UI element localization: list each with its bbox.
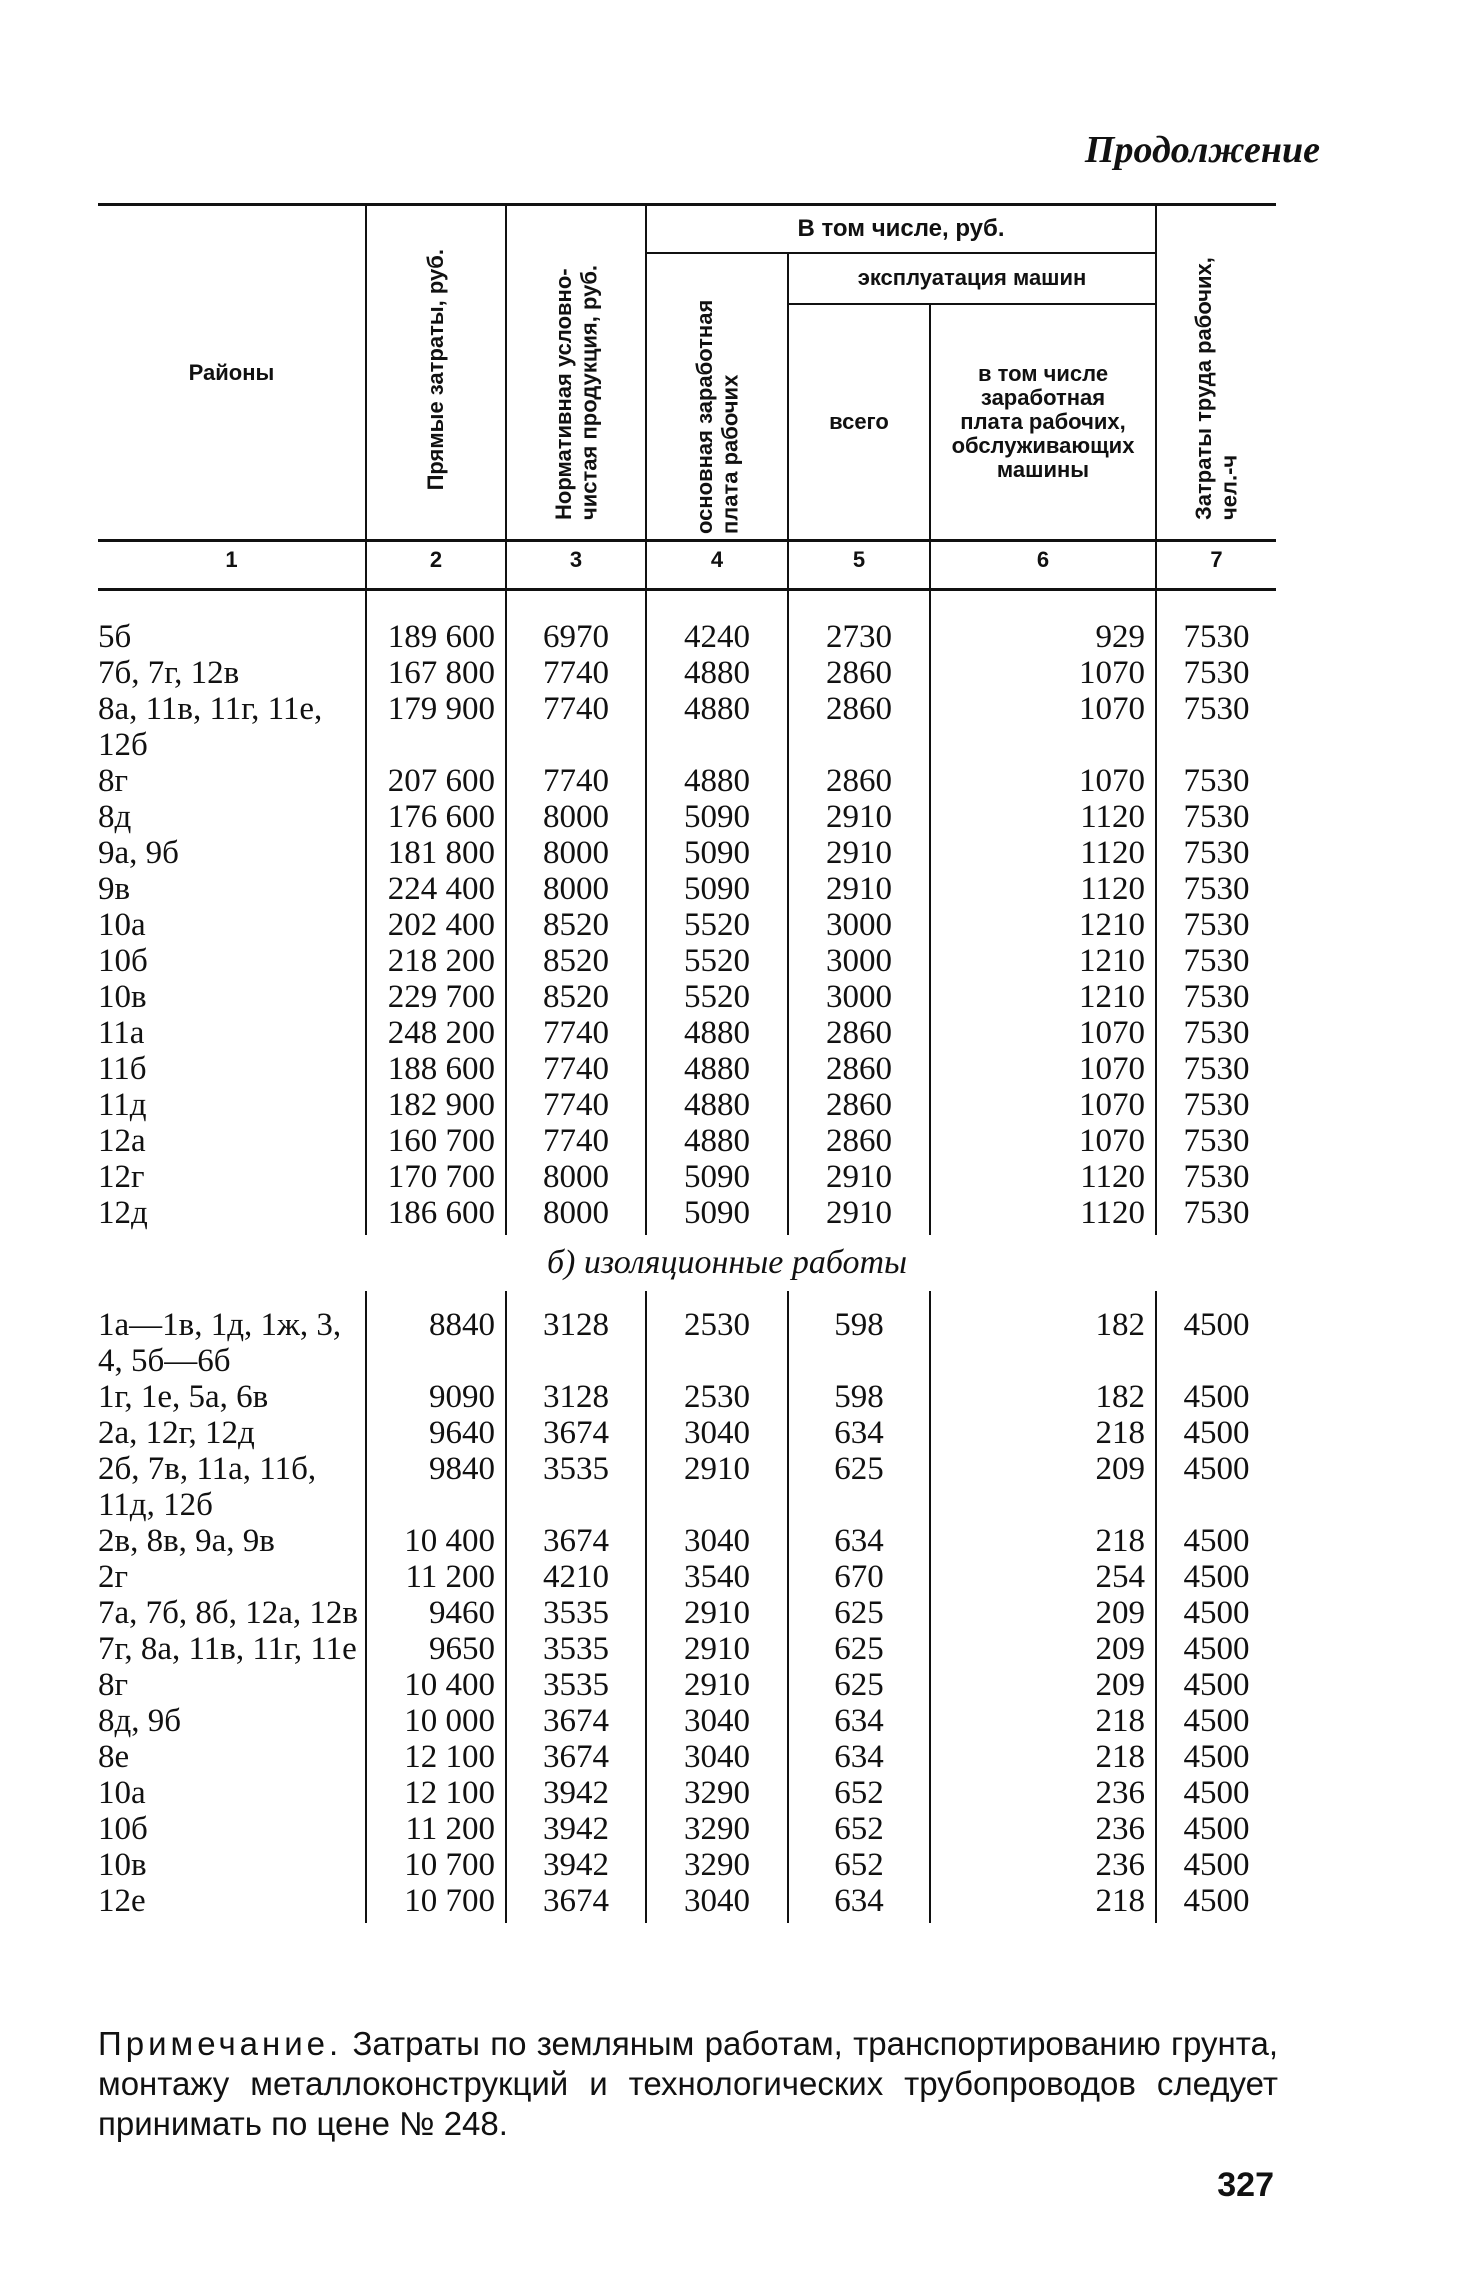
value-cell: 236 <box>930 1775 1156 1811</box>
value-cell: 1120 <box>930 1159 1156 1195</box>
value-cell: 176 600 <box>366 799 506 835</box>
value-cell: 3674 <box>506 1703 646 1739</box>
region-cell: 9а, 9б <box>98 835 179 872</box>
value-cell: 7740 <box>506 655 646 691</box>
table-row <box>98 1415 1276 1451</box>
value-cell: 5090 <box>646 799 788 835</box>
table-row <box>98 1847 1276 1883</box>
value-cell: 3040 <box>646 1739 788 1775</box>
value-cell: 625 <box>788 1451 930 1523</box>
header-base-wage: основная заработная плата рабочих <box>646 253 788 541</box>
section-b-title: б) изоляционные работы <box>546 1244 908 1282</box>
value-cell: 186 600 <box>366 1195 506 1235</box>
table-row <box>98 1739 1276 1775</box>
value-cell: 218 <box>930 1739 1156 1775</box>
col-number: 6 <box>930 541 1156 590</box>
value-cell: 4500 <box>1156 1847 1276 1883</box>
value-cell: 4500 <box>1156 1415 1276 1451</box>
region-cell: 9в <box>98 871 131 908</box>
value-cell: 218 <box>930 1415 1156 1451</box>
value-cell: 5090 <box>646 835 788 871</box>
value-cell: 10 700 <box>366 1883 506 1923</box>
region-cell: 10в <box>98 1847 147 1884</box>
value-cell: 634 <box>788 1415 930 1451</box>
table-row <box>98 871 1276 907</box>
value-cell: 10 000 <box>366 1703 506 1739</box>
value-cell: 5520 <box>646 907 788 943</box>
col-number: 7 <box>1156 541 1276 590</box>
value-cell: 5520 <box>646 979 788 1015</box>
value-cell: 8000 <box>506 871 646 907</box>
value-cell: 4500 <box>1156 1775 1276 1811</box>
value-cell: 2910 <box>788 1159 930 1195</box>
header-incl-wage: в том числе заработная плата рабочих, обслуживающих машины <box>930 304 1156 541</box>
col-number: 1 <box>98 541 366 590</box>
value-cell: 189 600 <box>366 619 506 655</box>
value-cell: 2910 <box>788 799 930 835</box>
value-cell: 209 <box>930 1451 1156 1523</box>
value-cell: 4240 <box>646 619 788 655</box>
value-cell: 182 <box>930 1307 1156 1379</box>
value-cell: 7530 <box>1156 1123 1276 1159</box>
value-cell: 8520 <box>506 979 646 1015</box>
value-cell: 670 <box>788 1559 930 1595</box>
value-cell: 10 700 <box>366 1847 506 1883</box>
region-cell: 11б <box>98 1051 147 1088</box>
value-cell: 929 <box>930 619 1156 655</box>
value-cell: 7530 <box>1156 619 1276 655</box>
value-cell: 7530 <box>1156 1195 1276 1235</box>
value-cell: 167 800 <box>366 655 506 691</box>
value-cell: 7740 <box>506 763 646 799</box>
value-cell: 3535 <box>506 1595 646 1631</box>
value-cell: 7530 <box>1156 979 1276 1015</box>
col-number: 3 <box>506 541 646 590</box>
table-row <box>98 1631 1276 1667</box>
value-cell: 9090 <box>366 1379 506 1415</box>
value-cell: 4500 <box>1156 1379 1276 1415</box>
region-cell: 7а, 7б, 8б, 12а, 12в <box>98 1595 358 1632</box>
region-cell: 12а <box>98 1123 146 1160</box>
value-cell: 3674 <box>506 1415 646 1451</box>
region-cell: 7б, 7г, 12в <box>98 655 240 692</box>
col-number: 2 <box>366 541 506 590</box>
value-cell: 4500 <box>1156 1559 1276 1595</box>
value-cell: 3674 <box>506 1883 646 1923</box>
value-cell: 218 <box>930 1523 1156 1559</box>
value-cell: 1070 <box>930 1051 1156 1087</box>
value-cell: 6970 <box>506 619 646 655</box>
header-regions: Районы <box>98 205 366 541</box>
table-row <box>98 1667 1276 1703</box>
value-cell: 4500 <box>1156 1811 1276 1847</box>
page-number: 327 <box>1217 2166 1274 2204</box>
note-text: Затраты по земляным работам, транспортированию грунта, монтажу металлоконструкций и технологических трубопроводов следует принимать по цене № 248. <box>98 2025 1278 2142</box>
value-cell: 9840 <box>366 1451 506 1523</box>
value-cell: 3674 <box>506 1739 646 1775</box>
region-cell: 8г <box>98 1667 129 1704</box>
value-cell: 2860 <box>788 655 930 691</box>
table-row <box>98 1087 1276 1123</box>
table-row <box>98 835 1276 871</box>
value-cell: 1070 <box>930 1015 1156 1051</box>
value-cell: 634 <box>788 1739 930 1775</box>
table-row <box>98 691 1276 763</box>
value-cell: 4500 <box>1156 1595 1276 1631</box>
value-cell: 4880 <box>646 1087 788 1123</box>
cost-table <box>98 203 1276 1923</box>
region-cell: 11д <box>98 1087 147 1124</box>
table-row <box>98 1703 1276 1739</box>
value-cell: 3942 <box>506 1847 646 1883</box>
value-cell: 625 <box>788 1595 930 1631</box>
value-cell: 12 100 <box>366 1775 506 1811</box>
value-cell: 1210 <box>930 979 1156 1015</box>
value-cell: 182 <box>930 1379 1156 1415</box>
value-cell: 3540 <box>646 1559 788 1595</box>
value-cell: 8520 <box>506 907 646 943</box>
table-row <box>98 1379 1276 1415</box>
region-cell: 1г, 1е, 5а, 6в <box>98 1379 269 1416</box>
value-cell: 2860 <box>788 691 930 763</box>
table-row <box>98 1811 1276 1847</box>
table-row <box>98 1523 1276 1559</box>
value-cell: 2910 <box>646 1595 788 1631</box>
value-cell: 652 <box>788 1775 930 1811</box>
value-cell: 598 <box>788 1379 930 1415</box>
value-cell: 1120 <box>930 799 1156 835</box>
value-cell: 248 200 <box>366 1015 506 1051</box>
value-cell: 7530 <box>1156 799 1276 835</box>
value-cell: 634 <box>788 1523 930 1559</box>
value-cell: 634 <box>788 1703 930 1739</box>
value-cell: 4880 <box>646 691 788 763</box>
value-cell: 181 800 <box>366 835 506 871</box>
value-cell: 4880 <box>646 1051 788 1087</box>
value-cell: 4500 <box>1156 1631 1276 1667</box>
region-cell: 8г <box>98 763 129 800</box>
value-cell: 7530 <box>1156 835 1276 871</box>
value-cell: 7530 <box>1156 1087 1276 1123</box>
value-cell: 3040 <box>646 1415 788 1451</box>
table-row <box>98 799 1276 835</box>
value-cell: 254 <box>930 1559 1156 1595</box>
value-cell: 160 700 <box>366 1123 506 1159</box>
region-cell: 10а <box>98 1775 146 1812</box>
value-cell: 179 900 <box>366 691 506 763</box>
value-cell: 4880 <box>646 1015 788 1051</box>
value-cell: 7530 <box>1156 1159 1276 1195</box>
value-cell: 7530 <box>1156 1015 1276 1051</box>
value-cell: 3942 <box>506 1775 646 1811</box>
value-cell: 4500 <box>1156 1451 1276 1523</box>
region-cell: 10в <box>98 979 147 1016</box>
table-row <box>98 1015 1276 1051</box>
value-cell: 3942 <box>506 1811 646 1847</box>
value-cell: 2860 <box>788 1015 930 1051</box>
continuation-label: Продолжение <box>1084 129 1320 171</box>
value-cell: 5090 <box>646 1195 788 1235</box>
region-cell: 8д <box>98 799 132 836</box>
table-row <box>98 1159 1276 1195</box>
value-cell: 7740 <box>506 1015 646 1051</box>
value-cell: 1210 <box>930 943 1156 979</box>
value-cell: 9460 <box>366 1595 506 1631</box>
region-cell: 2а, 12г, 12д <box>98 1415 255 1452</box>
value-cell: 1120 <box>930 1195 1156 1235</box>
value-cell: 7530 <box>1156 691 1276 763</box>
table-row <box>98 1195 1276 1235</box>
value-cell: 625 <box>788 1667 930 1703</box>
note <box>98 2024 1278 2144</box>
region-cell: 12г <box>98 1159 145 1196</box>
value-cell: 4880 <box>646 655 788 691</box>
value-cell: 3128 <box>506 1379 646 1415</box>
value-cell: 4500 <box>1156 1739 1276 1775</box>
value-cell: 3000 <box>788 979 930 1015</box>
header-machine-operation: эксплуатация машин <box>788 253 1156 304</box>
value-cell: 10 400 <box>366 1523 506 1559</box>
value-cell: 1210 <box>930 907 1156 943</box>
value-cell: 209 <box>930 1667 1156 1703</box>
note-label: Примечание. <box>98 2025 343 2062</box>
col-number: 4 <box>646 541 788 590</box>
value-cell: 9650 <box>366 1631 506 1667</box>
value-cell: 236 <box>930 1847 1156 1883</box>
value-cell: 3040 <box>646 1883 788 1923</box>
value-cell: 7740 <box>506 1123 646 1159</box>
region-cell: 8е <box>98 1739 130 1776</box>
value-cell: 3535 <box>506 1631 646 1667</box>
table-row <box>98 1775 1276 1811</box>
value-cell: 652 <box>788 1847 930 1883</box>
region-cell: 12е <box>98 1883 146 1920</box>
value-cell: 2730 <box>788 619 930 655</box>
value-cell: 207 600 <box>366 763 506 799</box>
region-cell: 7г, 8а, 11в, 11г, 11е <box>98 1631 357 1668</box>
value-cell: 7740 <box>506 1087 646 1123</box>
value-cell: 4880 <box>646 763 788 799</box>
value-cell: 3290 <box>646 1775 788 1811</box>
header-labor: Затраты труда рабочих, чел.-ч <box>1156 205 1276 541</box>
table-row <box>98 1051 1276 1087</box>
value-cell: 2910 <box>788 1195 930 1235</box>
value-cell: 634 <box>788 1883 930 1923</box>
value-cell: 2530 <box>646 1379 788 1415</box>
value-cell: 5520 <box>646 943 788 979</box>
header-direct-costs: Прямые затраты, руб. <box>366 205 506 541</box>
value-cell: 1070 <box>930 655 1156 691</box>
value-cell: 3674 <box>506 1523 646 1559</box>
value-cell: 4500 <box>1156 1667 1276 1703</box>
value-cell: 652 <box>788 1811 930 1847</box>
region-cell: 8д, 9б <box>98 1703 182 1740</box>
value-cell: 8000 <box>506 1159 646 1195</box>
region-cell: 10а <box>98 907 146 944</box>
table-row <box>98 655 1276 691</box>
value-cell: 5090 <box>646 871 788 907</box>
value-cell: 7530 <box>1156 763 1276 799</box>
section-b-title-row <box>98 1235 1276 1291</box>
value-cell: 3000 <box>788 943 930 979</box>
table-row <box>98 1595 1276 1631</box>
value-cell: 236 <box>930 1811 1156 1847</box>
region-cell: 1а—1в, 1д, 1ж, 3, 4, 5б—6б <box>98 1307 342 1380</box>
value-cell: 2860 <box>788 1051 930 1087</box>
value-cell: 3040 <box>646 1703 788 1739</box>
value-cell: 4210 <box>506 1559 646 1595</box>
table-row <box>98 1559 1276 1595</box>
value-cell: 9640 <box>366 1415 506 1451</box>
value-cell: 4500 <box>1156 1703 1276 1739</box>
table-row <box>98 907 1276 943</box>
table-row <box>98 619 1276 655</box>
value-cell: 3040 <box>646 1523 788 1559</box>
value-cell: 2910 <box>788 835 930 871</box>
value-cell: 8000 <box>506 835 646 871</box>
value-cell: 2860 <box>788 1087 930 1123</box>
value-cell: 4500 <box>1156 1883 1276 1923</box>
table-row <box>98 1307 1276 1379</box>
value-cell: 202 400 <box>366 907 506 943</box>
table-row <box>98 1123 1276 1159</box>
value-cell: 12 100 <box>366 1739 506 1775</box>
column-numbers-row <box>98 541 1276 590</box>
value-cell: 7530 <box>1156 1051 1276 1087</box>
value-cell: 209 <box>930 1631 1156 1667</box>
header-normative: Нормативная условно-чистая продукция, руб. <box>506 205 646 541</box>
value-cell: 7740 <box>506 1051 646 1087</box>
value-cell: 218 200 <box>366 943 506 979</box>
value-cell: 3000 <box>788 907 930 943</box>
value-cell: 7530 <box>1156 655 1276 691</box>
region-cell: 12д <box>98 1195 148 1232</box>
value-cell: 3535 <box>506 1451 646 1523</box>
col-number: 5 <box>788 541 930 590</box>
value-cell: 1070 <box>930 763 1156 799</box>
header-including: В том числе, руб. <box>646 205 1156 254</box>
region-cell: 8а, 11в, 11г, 11е, 12б <box>98 691 323 764</box>
region-cell: 5б <box>98 619 132 656</box>
value-cell: 7530 <box>1156 871 1276 907</box>
region-cell: 11а <box>98 1015 145 1052</box>
value-cell: 2860 <box>788 1123 930 1159</box>
value-cell: 3290 <box>646 1847 788 1883</box>
value-cell: 1070 <box>930 691 1156 763</box>
value-cell: 3128 <box>506 1307 646 1379</box>
header-total: всего <box>788 304 930 541</box>
value-cell: 5090 <box>646 1159 788 1195</box>
region-cell: 2б, 7в, 11а, 11б, 11д, 12б <box>98 1451 317 1524</box>
region-cell: 10б <box>98 1811 148 1848</box>
value-cell: 7530 <box>1156 907 1276 943</box>
value-cell: 625 <box>788 1631 930 1667</box>
value-cell: 598 <box>788 1307 930 1379</box>
table-row <box>98 979 1276 1015</box>
value-cell: 4500 <box>1156 1523 1276 1559</box>
value-cell: 11 200 <box>366 1559 506 1595</box>
value-cell: 8000 <box>506 799 646 835</box>
value-cell: 224 400 <box>366 871 506 907</box>
region-cell: 2г <box>98 1559 129 1596</box>
value-cell: 170 700 <box>366 1159 506 1195</box>
value-cell: 218 <box>930 1883 1156 1923</box>
value-cell: 229 700 <box>366 979 506 1015</box>
value-cell: 2910 <box>646 1631 788 1667</box>
value-cell: 10 400 <box>366 1667 506 1703</box>
value-cell: 7530 <box>1156 943 1276 979</box>
value-cell: 1070 <box>930 1087 1156 1123</box>
value-cell: 3290 <box>646 1811 788 1847</box>
value-cell: 4880 <box>646 1123 788 1159</box>
value-cell: 11 200 <box>366 1811 506 1847</box>
value-cell: 8520 <box>506 943 646 979</box>
value-cell: 209 <box>930 1595 1156 1631</box>
table-row <box>98 1883 1276 1923</box>
region-cell: 2в, 8в, 9а, 9в <box>98 1523 275 1560</box>
value-cell: 8840 <box>366 1307 506 1379</box>
value-cell: 182 900 <box>366 1087 506 1123</box>
value-cell: 7740 <box>506 691 646 763</box>
region-cell: 10б <box>98 943 148 980</box>
value-cell: 2910 <box>646 1667 788 1703</box>
table-row <box>98 943 1276 979</box>
value-cell: 2860 <box>788 763 930 799</box>
value-cell: 2530 <box>646 1307 788 1379</box>
value-cell: 1120 <box>930 871 1156 907</box>
value-cell: 2910 <box>788 871 930 907</box>
value-cell: 2910 <box>646 1451 788 1523</box>
table-row <box>98 1451 1276 1523</box>
value-cell: 1070 <box>930 1123 1156 1159</box>
value-cell: 3535 <box>506 1667 646 1703</box>
value-cell: 218 <box>930 1703 1156 1739</box>
value-cell: 8000 <box>506 1195 646 1235</box>
value-cell: 188 600 <box>366 1051 506 1087</box>
value-cell: 1120 <box>930 835 1156 871</box>
value-cell: 4500 <box>1156 1307 1276 1379</box>
table-row <box>98 763 1276 799</box>
